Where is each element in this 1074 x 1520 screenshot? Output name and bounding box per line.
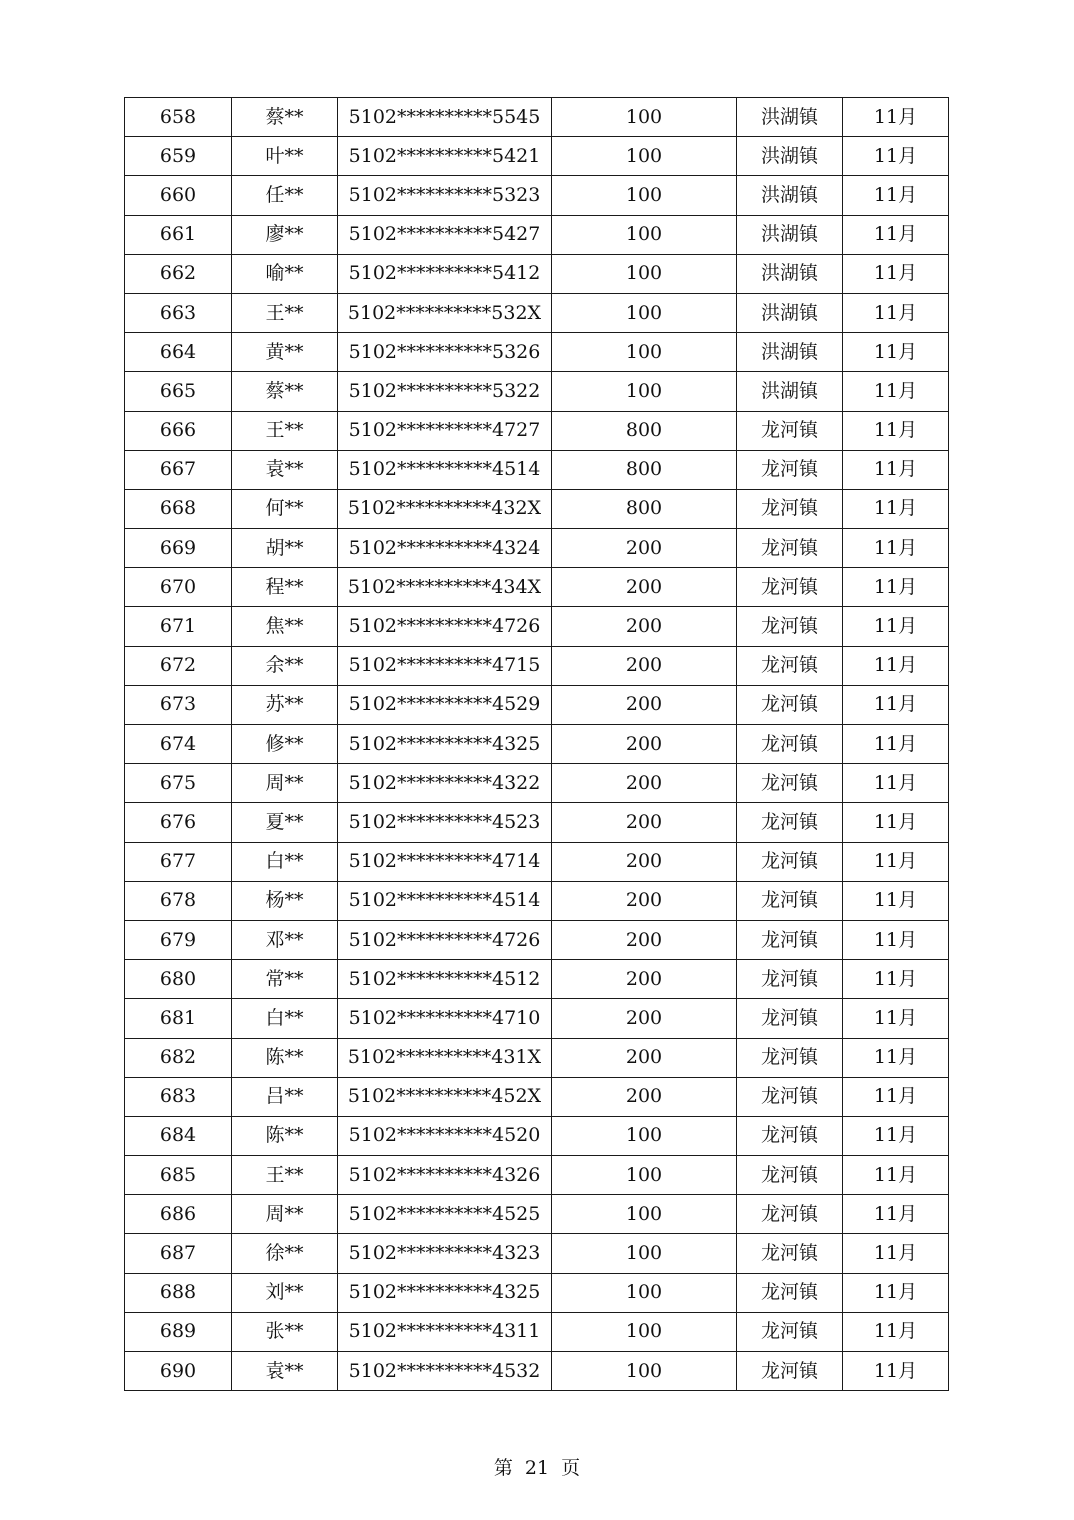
- month-cell: 11月: [843, 646, 949, 685]
- amount-cell: 100: [552, 1312, 737, 1351]
- name-cell: 袁**: [232, 1352, 338, 1391]
- amount-cell: 200: [552, 646, 737, 685]
- name-cell: 徐**: [232, 1234, 338, 1273]
- amount-cell: 200: [552, 764, 737, 803]
- row-number-cell: 683: [125, 1077, 232, 1116]
- month-cell: 11月: [843, 333, 949, 372]
- name-cell: 吕**: [232, 1077, 338, 1116]
- table-row: [125, 1156, 949, 1195]
- table-row: [125, 98, 949, 137]
- id-number-cell: 5102**********4323: [338, 1234, 552, 1273]
- amount-cell: 200: [552, 842, 737, 881]
- name-cell: 蔡**: [232, 372, 338, 411]
- id-number-cell: 5102**********4514: [338, 881, 552, 920]
- month-cell: 11月: [843, 999, 949, 1038]
- month-cell: 11月: [843, 803, 949, 842]
- town-cell: 龙河镇: [737, 881, 843, 920]
- id-number-cell: 5102**********5545: [338, 98, 552, 137]
- month-cell: 11月: [843, 137, 949, 176]
- row-number-cell: 674: [125, 725, 232, 764]
- table-row: [125, 450, 949, 489]
- amount-cell: 200: [552, 685, 737, 724]
- row-number-cell: 664: [125, 333, 232, 372]
- town-cell: 龙河镇: [737, 568, 843, 607]
- town-cell: 龙河镇: [737, 803, 843, 842]
- month-cell: 11月: [843, 254, 949, 293]
- row-number-cell: 667: [125, 450, 232, 489]
- amount-cell: 100: [552, 1195, 737, 1234]
- town-cell: 龙河镇: [737, 1156, 843, 1195]
- name-cell: 白**: [232, 842, 338, 881]
- town-cell: 龙河镇: [737, 1234, 843, 1273]
- row-number-cell: 670: [125, 568, 232, 607]
- id-number-cell: 5102**********4325: [338, 1273, 552, 1312]
- month-cell: 11月: [843, 1273, 949, 1312]
- month-cell: 11月: [843, 1077, 949, 1116]
- name-cell: 修**: [232, 725, 338, 764]
- name-cell: 陈**: [232, 1038, 338, 1077]
- table-row: [125, 411, 949, 450]
- row-number-cell: 684: [125, 1116, 232, 1155]
- id-number-cell: 5102**********4514: [338, 450, 552, 489]
- id-number-cell: 5102**********4726: [338, 607, 552, 646]
- name-cell: 王**: [232, 1156, 338, 1195]
- name-cell: 王**: [232, 293, 338, 332]
- row-number-cell: 687: [125, 1234, 232, 1273]
- name-cell: 邓**: [232, 920, 338, 959]
- month-cell: 11月: [843, 1195, 949, 1234]
- table-row: [125, 489, 949, 528]
- month-cell: 11月: [843, 920, 949, 959]
- town-cell: 洪湖镇: [737, 293, 843, 332]
- id-number-cell: 5102**********4525: [338, 1195, 552, 1234]
- month-cell: 11月: [843, 450, 949, 489]
- amount-cell: 800: [552, 411, 737, 450]
- amount-cell: 200: [552, 725, 737, 764]
- town-cell: 洪湖镇: [737, 333, 843, 372]
- month-cell: 11月: [843, 372, 949, 411]
- id-number-cell: 5102**********532X: [338, 293, 552, 332]
- town-cell: 龙河镇: [737, 920, 843, 959]
- amount-cell: 800: [552, 450, 737, 489]
- amount-cell: 200: [552, 607, 737, 646]
- name-cell: 蔡**: [232, 98, 338, 137]
- row-number-cell: 660: [125, 176, 232, 215]
- town-cell: 洪湖镇: [737, 215, 843, 254]
- table-row: [125, 568, 949, 607]
- table-row: [125, 215, 949, 254]
- amount-cell: 100: [552, 372, 737, 411]
- town-cell: 洪湖镇: [737, 98, 843, 137]
- row-number-cell: 686: [125, 1195, 232, 1234]
- table-row: [125, 1077, 949, 1116]
- name-cell: 常**: [232, 960, 338, 999]
- id-number-cell: 5102**********431X: [338, 1038, 552, 1077]
- amount-cell: 100: [552, 1273, 737, 1312]
- town-cell: 洪湖镇: [737, 176, 843, 215]
- row-number-cell: 678: [125, 881, 232, 920]
- amount-cell: 200: [552, 803, 737, 842]
- town-cell: 龙河镇: [737, 607, 843, 646]
- town-cell: 龙河镇: [737, 764, 843, 803]
- table-row: [125, 529, 949, 568]
- name-cell: 何**: [232, 489, 338, 528]
- table-row: [125, 842, 949, 881]
- town-cell: 龙河镇: [737, 725, 843, 764]
- name-cell: 余**: [232, 646, 338, 685]
- row-number-cell: 658: [125, 98, 232, 137]
- amount-cell: 100: [552, 1352, 737, 1391]
- table-row: [125, 1273, 949, 1312]
- month-cell: 11月: [843, 842, 949, 881]
- row-number-cell: 659: [125, 137, 232, 176]
- name-cell: 周**: [232, 1195, 338, 1234]
- name-cell: 程**: [232, 568, 338, 607]
- name-cell: 刘**: [232, 1273, 338, 1312]
- row-number-cell: 677: [125, 842, 232, 881]
- table-row: [125, 176, 949, 215]
- row-number-cell: 679: [125, 920, 232, 959]
- amount-cell: 100: [552, 176, 737, 215]
- id-number-cell: 5102**********432X: [338, 489, 552, 528]
- row-number-cell: 681: [125, 999, 232, 1038]
- id-number-cell: 5102**********434X: [338, 568, 552, 607]
- table-row: [125, 607, 949, 646]
- name-cell: 叶**: [232, 137, 338, 176]
- id-number-cell: 5102**********4523: [338, 803, 552, 842]
- amount-cell: 200: [552, 529, 737, 568]
- amount-cell: 200: [552, 1077, 737, 1116]
- month-cell: 11月: [843, 764, 949, 803]
- name-cell: 周**: [232, 764, 338, 803]
- table-row: [125, 881, 949, 920]
- town-cell: 龙河镇: [737, 1352, 843, 1391]
- row-number-cell: 680: [125, 960, 232, 999]
- name-cell: 胡**: [232, 529, 338, 568]
- town-cell: 龙河镇: [737, 685, 843, 724]
- town-cell: 龙河镇: [737, 1116, 843, 1155]
- name-cell: 王**: [232, 411, 338, 450]
- table-row: [125, 646, 949, 685]
- town-cell: 龙河镇: [737, 411, 843, 450]
- table-row: [125, 137, 949, 176]
- table-row: [125, 999, 949, 1038]
- page-number: 第 21 页: [493, 1457, 581, 1479]
- amount-cell: 100: [552, 254, 737, 293]
- table-row: [125, 254, 949, 293]
- amount-cell: 200: [552, 568, 737, 607]
- amount-cell: 100: [552, 1234, 737, 1273]
- name-cell: 廖**: [232, 215, 338, 254]
- town-cell: 龙河镇: [737, 842, 843, 881]
- name-cell: 杨**: [232, 881, 338, 920]
- row-number-cell: 661: [125, 215, 232, 254]
- month-cell: 11月: [843, 607, 949, 646]
- name-cell: 张**: [232, 1312, 338, 1351]
- row-number-cell: 689: [125, 1312, 232, 1351]
- month-cell: 11月: [843, 725, 949, 764]
- month-cell: 11月: [843, 98, 949, 137]
- id-number-cell: 5102**********4726: [338, 920, 552, 959]
- subsidy-roster-table: [124, 97, 949, 1391]
- row-number-cell: 672: [125, 646, 232, 685]
- id-number-cell: 5102**********5323: [338, 176, 552, 215]
- month-cell: 11月: [843, 1156, 949, 1195]
- table-row: [125, 685, 949, 724]
- amount-cell: 100: [552, 1116, 737, 1155]
- amount-cell: 200: [552, 960, 737, 999]
- name-cell: 夏**: [232, 803, 338, 842]
- id-number-cell: 5102**********5322: [338, 372, 552, 411]
- month-cell: 11月: [843, 1312, 949, 1351]
- month-cell: 11月: [843, 1352, 949, 1391]
- town-cell: 龙河镇: [737, 529, 843, 568]
- table-row: [125, 920, 949, 959]
- table-row: [125, 1195, 949, 1234]
- row-number-cell: 673: [125, 685, 232, 724]
- town-cell: 龙河镇: [737, 1195, 843, 1234]
- table-row: [125, 725, 949, 764]
- id-number-cell: 5102**********5412: [338, 254, 552, 293]
- id-number-cell: 5102**********4326: [338, 1156, 552, 1195]
- table-row: [125, 1038, 949, 1077]
- name-cell: 喻**: [232, 254, 338, 293]
- table-row: [125, 1234, 949, 1273]
- amount-cell: 200: [552, 1038, 737, 1077]
- id-number-cell: 5102**********4512: [338, 960, 552, 999]
- row-number-cell: 675: [125, 764, 232, 803]
- table-row: [125, 1312, 949, 1351]
- row-number-cell: 663: [125, 293, 232, 332]
- town-cell: 洪湖镇: [737, 137, 843, 176]
- month-cell: 11月: [843, 529, 949, 568]
- town-cell: 洪湖镇: [737, 254, 843, 293]
- id-number-cell: 5102**********4714: [338, 842, 552, 881]
- month-cell: 11月: [843, 176, 949, 215]
- row-number-cell: 671: [125, 607, 232, 646]
- month-cell: 11月: [843, 293, 949, 332]
- id-number-cell: 5102**********4710: [338, 999, 552, 1038]
- table-row: [125, 293, 949, 332]
- row-number-cell: 682: [125, 1038, 232, 1077]
- name-cell: 任**: [232, 176, 338, 215]
- month-cell: 11月: [843, 1116, 949, 1155]
- id-number-cell: 5102**********5427: [338, 215, 552, 254]
- id-number-cell: 5102**********4532: [338, 1352, 552, 1391]
- table-row: [125, 960, 949, 999]
- amount-cell: 200: [552, 881, 737, 920]
- id-number-cell: 5102**********4322: [338, 764, 552, 803]
- name-cell: 白**: [232, 999, 338, 1038]
- month-cell: 11月: [843, 215, 949, 254]
- table-row: [125, 803, 949, 842]
- row-number-cell: 669: [125, 529, 232, 568]
- town-cell: 龙河镇: [737, 1077, 843, 1116]
- month-cell: 11月: [843, 411, 949, 450]
- id-number-cell: 5102**********4715: [338, 646, 552, 685]
- town-cell: 龙河镇: [737, 646, 843, 685]
- name-cell: 焦**: [232, 607, 338, 646]
- table-row: [125, 1352, 949, 1391]
- id-number-cell: 5102**********5326: [338, 333, 552, 372]
- town-cell: 龙河镇: [737, 999, 843, 1038]
- table-row: [125, 1116, 949, 1155]
- amount-cell: 200: [552, 999, 737, 1038]
- town-cell: 龙河镇: [737, 1273, 843, 1312]
- id-number-cell: 5102**********452X: [338, 1077, 552, 1116]
- month-cell: 11月: [843, 685, 949, 724]
- month-cell: 11月: [843, 960, 949, 999]
- name-cell: 陈**: [232, 1116, 338, 1155]
- town-cell: 洪湖镇: [737, 372, 843, 411]
- table-row: [125, 372, 949, 411]
- id-number-cell: 5102**********4325: [338, 725, 552, 764]
- name-cell: 袁**: [232, 450, 338, 489]
- name-cell: 黄**: [232, 333, 338, 372]
- amount-cell: 100: [552, 293, 737, 332]
- month-cell: 11月: [843, 1038, 949, 1077]
- month-cell: 11月: [843, 881, 949, 920]
- month-cell: 11月: [843, 568, 949, 607]
- amount-cell: 100: [552, 333, 737, 372]
- row-number-cell: 676: [125, 803, 232, 842]
- row-number-cell: 666: [125, 411, 232, 450]
- row-number-cell: 688: [125, 1273, 232, 1312]
- amount-cell: 100: [552, 215, 737, 254]
- amount-cell: 100: [552, 98, 737, 137]
- town-cell: 龙河镇: [737, 1312, 843, 1351]
- id-number-cell: 5102**********4529: [338, 685, 552, 724]
- id-number-cell: 5102**********5421: [338, 137, 552, 176]
- amount-cell: 200: [552, 920, 737, 959]
- name-cell: 苏**: [232, 685, 338, 724]
- row-number-cell: 668: [125, 489, 232, 528]
- amount-cell: 100: [552, 137, 737, 176]
- month-cell: 11月: [843, 489, 949, 528]
- month-cell: 11月: [843, 1234, 949, 1273]
- row-number-cell: 662: [125, 254, 232, 293]
- roster-table-body: [125, 98, 949, 1391]
- id-number-cell: 5102**********4324: [338, 529, 552, 568]
- town-cell: 龙河镇: [737, 960, 843, 999]
- id-number-cell: 5102**********4520: [338, 1116, 552, 1155]
- table-row: [125, 764, 949, 803]
- id-number-cell: 5102**********4311: [338, 1312, 552, 1351]
- town-cell: 龙河镇: [737, 489, 843, 528]
- town-cell: 龙河镇: [737, 1038, 843, 1077]
- town-cell: 龙河镇: [737, 450, 843, 489]
- amount-cell: 800: [552, 489, 737, 528]
- table-row: [125, 333, 949, 372]
- row-number-cell: 665: [125, 372, 232, 411]
- row-number-cell: 685: [125, 1156, 232, 1195]
- row-number-cell: 690: [125, 1352, 232, 1391]
- id-number-cell: 5102**********4727: [338, 411, 552, 450]
- amount-cell: 100: [552, 1156, 737, 1195]
